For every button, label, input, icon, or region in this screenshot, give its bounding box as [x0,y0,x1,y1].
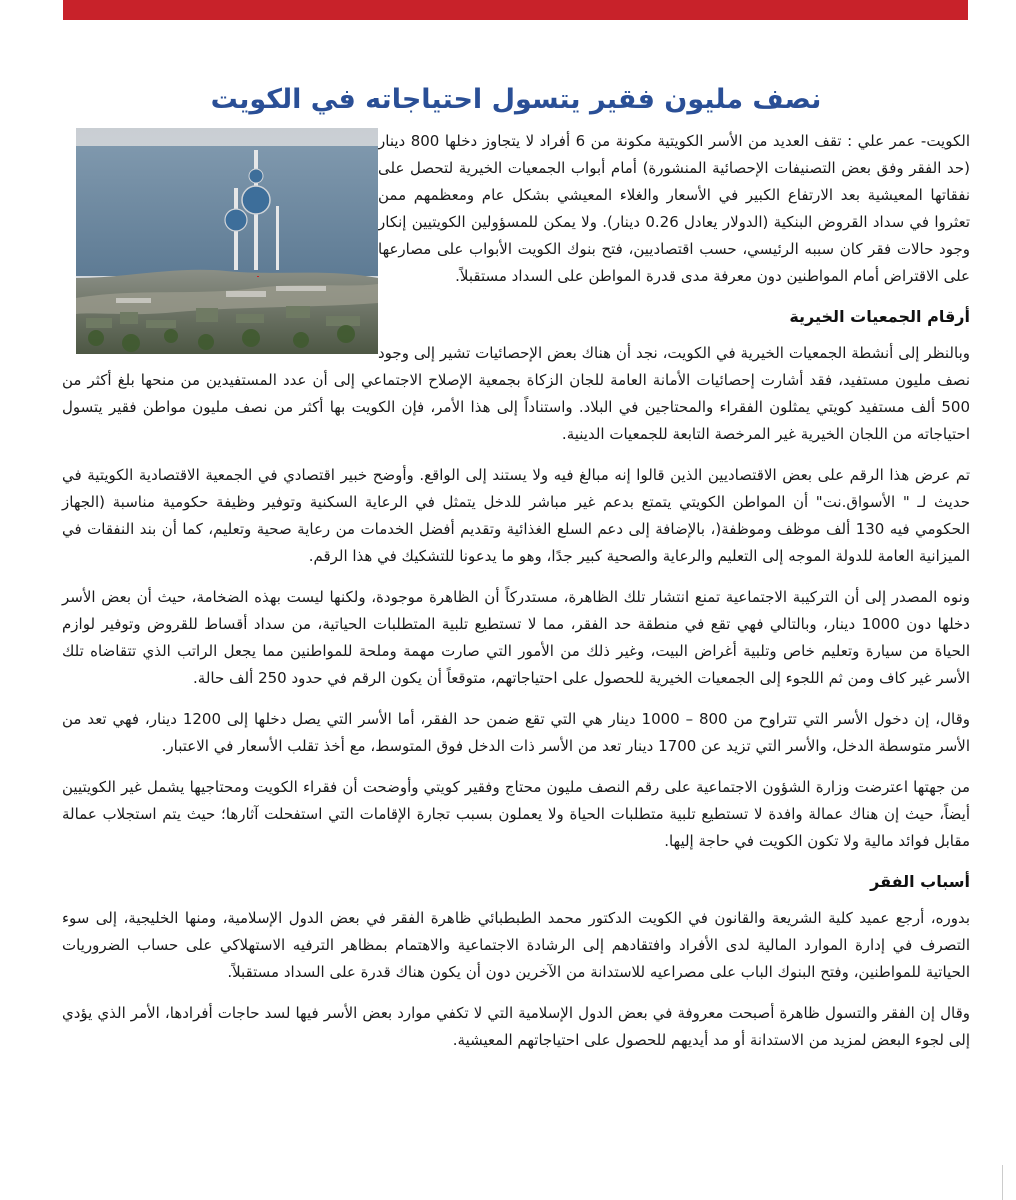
paragraph-charity-4: وقال، إن دخول الأسر التي تتراوح من 800 – 1000 دينار هي التي تقع ضمن حد الفقر، أما الأسر التي يصل دخلها إلى 1200 دينار، فهي تعد من الأسر متوسطة الدخل، والأسر التي تزيد عن 1700 دينار تعد من الأسر ذات الدخل فوق المتوسط، مع أخذ تقلب الأسعار في الاعتبار. [62,710,971,755]
paragraph-charity-5: من جهتها اعترضت وزارة الشؤون الاجتماعية على رقم النصف مليون محتاج وفقير كويتي وأوضحت أن فقراء الكويت ومحتاجيها يشمل غير الكويتيين أيضاً، حيث إن هناك عمالة وافدة لا تستطيع تلبية متطلبات الحياة ولا يعملون بسبب تجارة الإقامات التي استفحلت آثارها؛ حيث يتم استجلاب عمالة مقابل فوائد مالية ولا تكون الكويت في حاجة إليها. [62,778,970,850]
heading-charity-numbers: أرقام الجمعيات الخيرية [789,307,970,326]
page-edge-line [1002,1165,1003,1200]
kuwait-towers-photo [76,128,378,354]
paragraph-causes-2: وقال إن الفقر والتسول ظاهرة أصبحت معروفة في بعض الدول الإسلامية التي لا تكفي موارد بعض الأسر فيها لسد حاجات أفرادها، الأمر الذي يؤدي إلى لجوء البعض لمزيد من الاستدانة أو مد أيديهم للحصول على احتياجاتهم المعيشية. [62,1004,970,1049]
article [62,82,970,1068]
paragraph-causes-1: بدوره، أرجع عميد كلية الشريعة والقانون في الكويت الدكتور محمد الطبطبائي ظاهرة الفقر في بعض الدول الإسلامية، ومنها الخليجية، إلى سوء التصرف في إدارة الموارد المالية لدى الأفراد وافتقادهم إلى الرشادة الاجتماعية والاهتمام بمظاهر الترفيه الاستهلاكي على حساب الضروريات الحياتية للمواطنين، وفتح البنوك الباب على مصراعيه للاستدانة من الآخرين دون أن يكون هناك قدرة على السداد مستقبلاً. [62,909,970,981]
article-title: نصف مليون فقير يتسول احتياجاته في الكويت [210,84,822,115]
top-accent-bar [63,0,968,20]
paragraph-charity-1: وبالنظر إلى أنشطة الجمعيات الخيرية في الكويت، نجد أن هناك بعض الإحصائيات تشير إلى وجود نصف مليون مستفيد، فقد أشارت إحصائيات الأمانة العامة للجان الزكاة بجمعية الإصلاح الاجتماعي إلى أن عدد المستفيدين من منحها بلغ أكثر من 500 ألف مستفيد كويتي يمثلون الفقراء والمحتاجين في البلاد. واستناداً إلى هذا الأمر، فإن الكويت بها أكثر من نصف مليون مواطن فقير يتسول احتياجاته من اللجان الخيرية غير المرخصة التابعة للجمعيات الدينية. [62,344,970,443]
paragraph-charity-2: تم عرض هذا الرقم على بعض الاقتصاديين الذين قالوا إنه مبالغ فيه ولا يستند إلى الواقع. وأوضح خبير اقتصادي في الجمعية الاقتصادية الكويتية في حديث لـ " الأسواق.نت" أن المواطن الكويتي يتمتع بدعم غير مباشر للدخل يتمثل في الرعاية السكنية وتوفير وظيفة حكومية مناسبة (الجهاز الحكومي فيه 130 ألف موظف وموظفة(، بالإضافة إلى دعم السلع الغذائية وتقديم أفضل الخدمات من رعاية صحية وتعليم، كما أن بند النفقات في الميزانية العامة للدولة الموجه إلى التعليم والرعاية والصحية كبير جدًا، وهو ما يدعونا للتشكيك في هذا الرقم. [62,466,971,565]
paragraph-intro: الكويت- عمر علي : تقف العديد من الأسر الكويتية مكونة من 6 أفراد لا يتجاوز دخلها 800 دينار (حد الفقر وفق بعض التصنيفات الإحصائية المنشورة) أمام أبواب الجمعيات الخيرية لتحصل على نفقاتها المعيشية بعد الارتفاع الكبير في الأسعار والغلاء المعيشي بشكل عام ومعظمهم ممن تعثروا في سداد القروض البنكية (الدولار يعادل 0.26 دينار). ولا يمكن للمسؤولين الكويتيين إنكار وجود حالات فقر كان سببه الرئيسي، حسب اقتصاديين، فتح بنوك الكويت الأبواب على مصارعها على الاقتراض أمام المواطنين دون معرفة مدى قدرة المواطن على السداد مستقبلاً. [378,132,971,285]
heading-poverty-causes: أسباب الفقر [870,872,970,891]
paragraph-charity-3: ونوه المصدر إلى أن التركيبة الاجتماعية تمنع انتشار تلك الظاهرة، مستدركاً أن الظاهرة موجودة، ولكنها ليست بهذه الضخامة، حيث أن بعض الأسر دخلها دون 1000 دينار، وبالتالي فهي تقع في منطقة حد الفقر، مما لا تستطيع تلبية المتطلبات الحياتية، من سداد أقساط للقروض وتوفير لوازم الحياة من سيارة وتعليم خاص وتلبية أغراض البيت، وغير ذلك من الأمور التي صارت مهمة وملحة للمواطنين مما يجعل الراتب الذي تتقاضاه تلك الأسر غير كاف ومن ثم اللجوء إلى الجمعيات الخيرية للحصول على احتياجاتهم، متوقعاً أن يكون الرقم في حدود 250 ألف حالة. [62,588,970,687]
